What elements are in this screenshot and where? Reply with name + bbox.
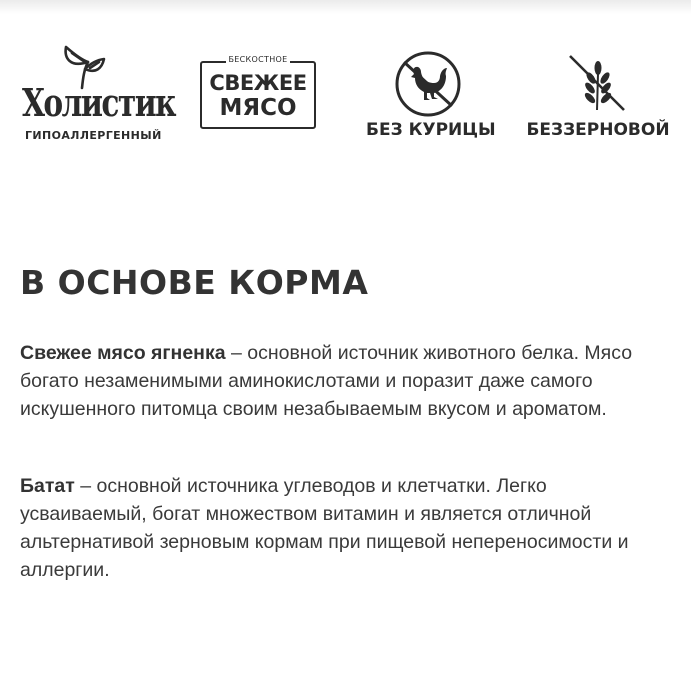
holistic-badge	[22, 44, 175, 144]
no-chicken-badge	[366, 50, 496, 142]
holistic-word: Холистик	[22, 80, 175, 125]
ingredient-name: Свежее мясо ягненка	[20, 342, 226, 364]
meat-label: МЯСО	[219, 95, 297, 121]
boneless-label: БЕСКОСТНОЕ	[200, 60, 316, 68]
hypoallergenic-label: ГИПОАЛЛЕРГЕННЫЙ	[25, 129, 162, 142]
section-title: В ОСНОВЕ КОРМА	[20, 263, 369, 302]
ingredient-description: – основной источника углеводов и клетчатки. Легко усваиваемый, богат множеством витамин и является отличной альтернативой зерновым кормам при пищевой непереносимости и аллергии.	[20, 475, 629, 581]
crossed-chicken-icon	[394, 50, 462, 118]
ingredient-name: Батат	[20, 475, 75, 497]
fresh-meat-badge	[200, 55, 316, 129]
grain-free-badge	[526, 54, 670, 142]
feature-badges	[0, 0, 691, 180]
ingredient-paragraph	[20, 339, 660, 423]
no-chicken-label: БЕЗ КУРИЦЫ	[366, 120, 496, 140]
grain-free-label: БЕЗЗЕРНОВОЙ	[526, 120, 670, 140]
ingredient-description: – основной источник животного белка. Мясо богато незаменимыми аминокислотами и поразит даже самого искушенного питомца своим незабываемым вкусом и ароматом.	[20, 342, 633, 420]
ingredient-paragraph	[20, 472, 660, 584]
fresh-label: СВЕЖЕЕ	[209, 71, 307, 95]
crossed-wheat-icon	[566, 54, 628, 114]
